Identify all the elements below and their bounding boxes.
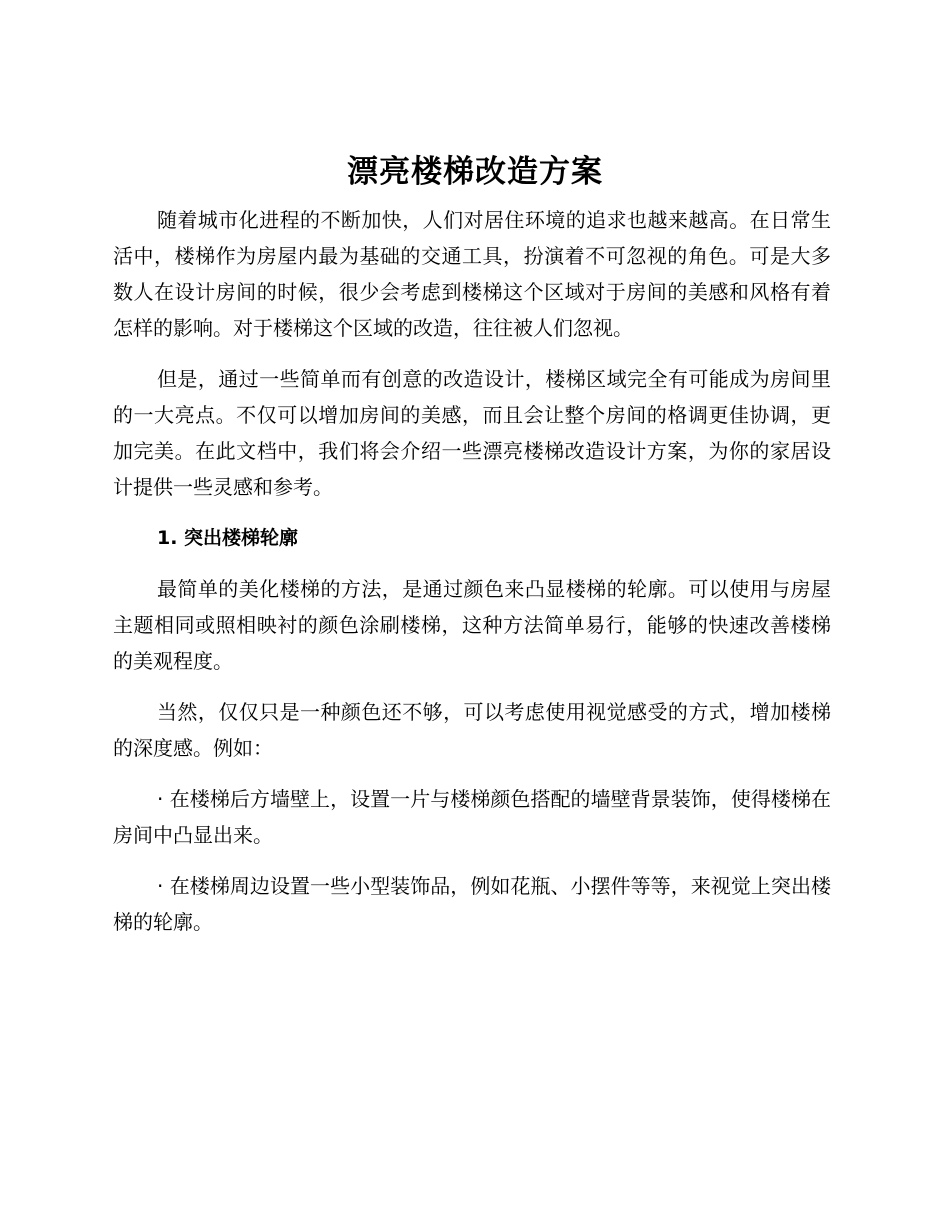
section-heading-1: 1. 突出楼梯轮廓 xyxy=(157,527,299,549)
intro-paragraph-2: 但是，通过一些简单而有创意的改造设计，楼梯区域完全有可能成为房间里的一大亮点。不仅可以增加房间的美感，而且会让整个房间的格调更佳协调，更加完美。在此文档中，我们将会介绍一些漂亮楼梯改造设计方案，为你的家居设计提供一些灵感和参考。 xyxy=(113,367,831,499)
section1-paragraph-2: 当然，仅仅只是一种颜色还不够，可以考虑使用视觉感受的方式，增加楼梯的深度感。例如： xyxy=(113,700,831,760)
intro-paragraph-1: 随着城市化进程的不断加快，人们对居住环境的追求也越来越高。在日常生活中，楼梯作为房屋内最为基础的交通工具，扮演着不可忽视的角色。可是大多数人在设计房间的时候，很少会考虑到楼梯这个区域对于房间的美感和风格有着怎样的影响。对于楼梯这个区域的改造，往往被人们忽视。 xyxy=(113,208,831,340)
bullet-item-1: · 在楼梯后方墙壁上，设置一片与楼梯颜色搭配的墙壁背景装饰，使得楼梯在房间中凸显出来。 xyxy=(113,787,831,847)
document-title: 漂亮楼梯改造方案 xyxy=(347,154,603,190)
document-body xyxy=(113,202,831,955)
bullet-item-2: · 在楼梯周边设置一些小型装饰品，例如花瓶、小摆件等等，来视觉上突出楼梯的轮廓。 xyxy=(113,874,831,934)
section1-paragraph-1: 最简单的美化楼梯的方法，是通过颜色来凸显楼梯的轮廓。可以使用与房屋主题相同或照相映衬的颜色涂刷楼梯，这种方法简单易行，能够的快速改善楼梯的美观程度。 xyxy=(113,577,831,673)
